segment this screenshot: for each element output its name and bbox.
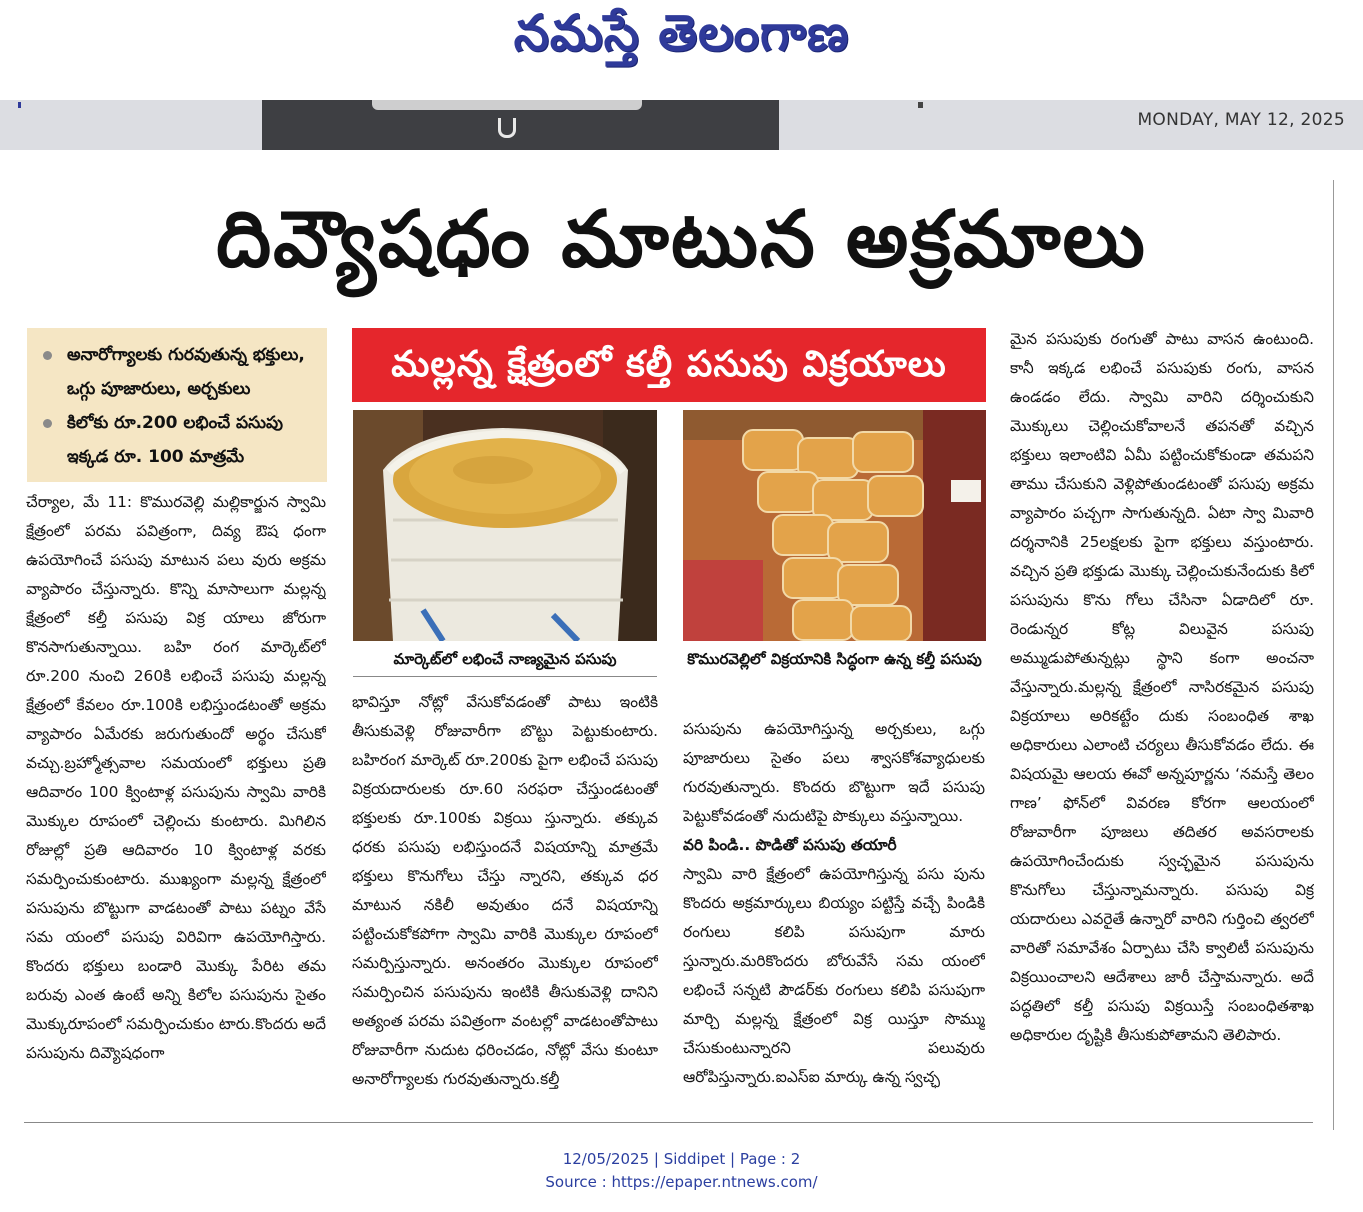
article-paragraph: భావిస్తూ నోట్లో వేసుకోవడంతో పాటు ఇంటికి తీసుకువెళ్లి రోజువారీగా బొట్టు పెట్టుకుంటారు. బహిరంగ మార్కెట్ రూ.200కు పైగా లభించే పసుపు విక్రయదారులకు రూ.60 సరఫరా చేస్తుండటంతో భక్తులకు రూ.100కు విక్రయి స్తున్నారు. తక్కువ ధరకు పసుపు లభిస్తుందనే విషయాన్ని మాత్రమే భక్తులు కొనుగోలు చేస్తు న్నారని, తక్కువ ధర మాటున నకిలీ అవుతుం దనే విషయాన్ని పట్టించుకోకపోగా స్వామి వారికి మొక్కుల రూపంలో సమర్పిస్తున్నారు. అనంతరం మొక్కుల రూపంలో సమర్పించిన పసుపును ఇంటికి తీసుకువెళ్లి దానిని అత్యంత పరమ పవిత్రంగా వంటల్లో వాడటంతోపాటు రోజువారీగా నుదుట ధరించడం, నోట్లో వేసు కుంటూ అనారోగ్యాలకు గురవుతున్నారు.కల్తీ: [352, 693, 658, 1088]
cropped-section-title: [372, 100, 642, 110]
edition-date: MONDAY, MAY 12, 2025: [1137, 110, 1345, 130]
masthead: [0, 0, 1363, 100]
article-column-1: [26, 488, 326, 1108]
decorative-mark: [18, 102, 21, 108]
article-paragraph: స్వామి వారి క్షేత్రంలో ఉపయోగిస్తున్న పసు పును కొందరు అక్రమార్కులు బియ్యం పట్టిస్తే వచ్చే పిండికి రంగులు కలిపి పసుపుగా మారు స్తున్నారు.మరికొందరు బోరువేసే సమ యంలో లభించే సన్నటి పౌడర్‌కు రంగులు కలిపి పసుపుగా మార్చి మల్లన్న క్షేత్రంలో విక్ర యిస్తూ సొమ్ము చేసుకుంటున్నారని పలువురు ఆరోపిస్తున్నారు.ఐఎస్ఐ మార్కు ఉన్న స్వచ్ఛ: [683, 865, 985, 1086]
bullet-icon: [43, 351, 52, 360]
article-paragraph: పసుపును ఉపయోగిస్తున్న అర్చకులు, ఒగ్గు పూజారులు సైతం పలు శ్వాసకోశవ్యాధులకు గురవుతున్నారు. కొందరు బొట్టుగా ఇదే పసుపు పెట్టుకోవడంతో నుదుటిపై పొక్కులు వస్తున్నాయి.: [683, 720, 985, 825]
highlight-text: కిలోకు రూ.200 లభించే పసుపు ఇక్కడ రూ. 100 మాత్రమే: [67, 413, 283, 467]
article-column-3: [683, 715, 985, 1110]
cropped-glyph: [498, 118, 516, 138]
article-paragraph: మైన పసుపుకు రంగుతో పాటు వాసన ఉంటుంది. కానీ ఇక్కడ లభించే పసుపుకు రంగు, వాసన ఉండడం లేదు. స్వామి వారిని దర్శించుకుని మొక్కులు చెల్లించుకోవాలనే తపనతో వచ్చిన భక్తులు ఇలాంటివి ఏమీ పట్టించుకోకుండా తమపని తాము చేసుకుని వెళ్లిపోతుండటంతో పసుపు అక్రమ వ్యాపారం పచ్చగా సాగుతున్నది. ఏటా స్వా మివారి దర్శనానికి 25లక్షలకు పైగా భక్తులు వస్తుంటారు. వచ్చిన ప్రతి భక్తుడు మొక్కు చెల్లించుకునేందుకు కిలో పసుపును కొను గోలు చేసినా ఏడాదిలో రూ. రెండున్నర కోట్ల విలువైన పసుపు అమ్ముడుపోతున్నట్లు స్థాని కంగా అంచనా వేస్తున్నారు.మల్లన్న క్షేత్రంలో నాసిరకమైన పసుపు విక్రయాలు అరికట్టేం దుకు సంబంధిత శాఖ అధికారులు ఎలాంటి చర్యలు తీసుకోవడం లేదు. ఈ విషయమై ఆలయ ఈవో అన్నపూర్ణను ‘నమస్తే తెలం గాణ’ ఫోన్‌లో వివరణ కోరగా ఆలయంలో రోజువారీగా పూజలు తదితర అవసరాలకు ఉపయోగించేందుకు స్వచ్ఛమైన పసుపును కొనుగోలు చేస్తున్నామన్నారు. పసుపు విక్ర యదారులు ఎవరైతే ఉన్నారో వారిని గుర్తించి త్వరలో వారితో సమావేశం ఏర్పాటు చేసి క్వాలిటీ పసుపును విక్రయించాలని ఆదేశాలు జారీ చేస్తామన్నారు. అదే పద్ధతిలో కల్తీ పసుపు విక్రయిస్తే సంబంధితశాఖ అధికారుల దృష్టికి తీసుకుపోతామని తెలిపారు.: [1010, 330, 1314, 1044]
article-subheading: వరి పిండి.. పొడితో పసుపు తయారీ: [683, 836, 897, 854]
highlight-item: [41, 338, 319, 406]
turmeric-sack-image: [353, 410, 657, 641]
photo-caption-2: కొమురవెల్లిలో విక్రయానికి సిద్ధంగా ఉన్న కల్తీ పసుపు: [687, 650, 982, 668]
edition-info: 12/05/2025 | Siddipet | Page : 2: [562, 1150, 801, 1168]
adulterated-turmeric-photo: [683, 410, 986, 641]
article-column-4: [1010, 325, 1314, 1115]
article-paragraph: చేర్యాల, మే 11: కొమురవెల్లి మల్లికార్జున స్వామి క్షేత్రంలో పరమ పవిత్రంగా, దివ్య ఔష ధంగా ఉపయోగించే పసుపు మాటున పలు వురు అక్రమ వ్యాపారం చేస్తున్నారు. కొన్ని మాసాలుగా మల్లన్న క్షేత్రంలో కల్తీ పసుపు విక్ర యాలు జోరుగా కొనసాగుతున్నాయి. బహి రంగ మార్కెట్‌లో రూ.200 నుంచి 260కి లభించే పసుపు మల్లన్న క్షేత్రంలో కేవలం రూ.100కి లభిస్తుండటంతో అక్రమ వ్యాపారం ఏమేరకు జరుగుతుందో అర్థం చేసుకో వచ్చు.బ్రహ్మోత్సవాల సమయంలో భక్తులు ప్రతి ఆదివారం 100 క్వింటాళ్ల పసుపును స్వామి వారికి మొక్కుల రూపంలో చెల్లించు కుంటారు. మిగిలిన రోజుల్లో ప్రతి ఆదివారం 10 క్వింటాళ్ల వరకు సమర్పించుకుంటారు. ముఖ్యంగా మల్లన్న క్షేత్రంలో పసుపును బొట్టుగా వాడటంతో పాటు పట్నం వేసే సమ యంలో పసుపు విరివిగా ఉపయోగిస్తారు. కొందరు భక్తులు బండారి మొక్కు పేరిట తమ బరువు ఎంత ఉంటే అన్ని కిలోల పసుపును సైతం మొక్కురూపంలో సమర్పించుకుం టారు.కొందరు అదే పసుపును దివ్యౌషధంగా: [26, 493, 326, 1062]
turmeric-packets-image: [683, 410, 986, 641]
bullet-icon: [43, 419, 52, 428]
decorative-mark: [918, 102, 923, 108]
highlight-item: [41, 406, 319, 474]
section-header-block: [262, 100, 779, 150]
turmeric-sack-photo: [353, 410, 657, 641]
subheadline-banner: మల్లన్న క్షేత్రంలో కల్తీ పసుపు విక్రయాలు: [352, 328, 986, 402]
bottom-rule: [24, 1122, 1313, 1123]
newspaper-logo: నమస్తే తెలంగాణ: [513, 4, 850, 62]
article-column-2: [352, 688, 658, 1108]
source-link[interactable]: Source : https://epaper.ntnews.com/: [545, 1173, 818, 1191]
main-headline: దివ్యౌషధం మాటున అక్రమాలు: [216, 195, 1147, 285]
highlights-box: [27, 328, 327, 482]
highlight-text: అనారోగ్యాలకు గురవుతున్న భక్తులు, ఒగ్గు పూజారులు, అర్చకులు: [67, 345, 305, 399]
column-divider: [1333, 180, 1334, 1130]
photo-caption-1: మార్కెట్‌లో లభించే నాణ్యమైన పసుపు: [353, 645, 657, 677]
